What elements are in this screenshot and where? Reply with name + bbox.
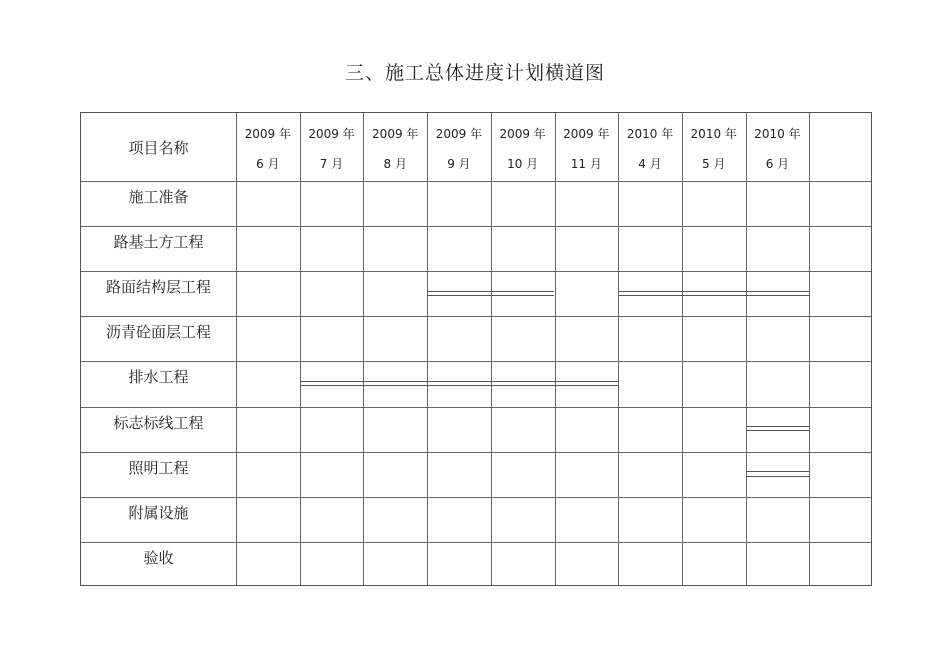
grid-hline [81, 361, 871, 362]
row-label: 附属设施 [128, 503, 189, 522]
grid-vline [809, 113, 810, 585]
grid-hline [81, 407, 871, 408]
grid-vline [682, 113, 683, 585]
schedule-bar [746, 471, 810, 472]
header-year: 2009 年 [244, 127, 292, 141]
schedule-bar [300, 381, 619, 382]
schedule-bar [746, 426, 810, 427]
grid-hline [81, 542, 871, 543]
header-year: 2010 年 [626, 127, 674, 141]
grid-hline [81, 316, 871, 317]
header-month: 8 月 [383, 157, 407, 171]
header-month-col [491, 113, 555, 181]
header-month: 7 月 [319, 157, 344, 171]
grid-vline [300, 113, 301, 585]
header-month-col [809, 113, 873, 181]
grid-hline [81, 181, 871, 182]
schedule-bar [618, 295, 809, 296]
header-project-name: 项目名称 [128, 138, 189, 157]
grid-vline [491, 113, 492, 585]
header-month-col [746, 113, 810, 181]
row-label: 验收 [143, 548, 174, 567]
header-year: 2009 年 [563, 127, 610, 141]
header-month: 11 月 [570, 157, 602, 171]
grid-vline [555, 113, 556, 585]
grid-hline [81, 452, 871, 453]
header-year: 2009 年 [435, 127, 483, 141]
row-label: 施工准备 [128, 188, 189, 206]
header-month: 9 月 [447, 157, 471, 171]
header-month: 5 月 [702, 157, 726, 171]
grid-vline [618, 113, 619, 585]
header-month-col [236, 113, 300, 181]
header-year: 2009 年 [308, 127, 355, 141]
header-year: 2009 年 [499, 127, 546, 141]
row-label: 照明工程 [128, 458, 189, 477]
schedule-bar [427, 291, 554, 292]
grid-vline [427, 113, 428, 585]
header-month-col [555, 113, 619, 181]
grid-hline [81, 271, 871, 272]
header-month: 10 月 [507, 157, 539, 171]
grid-vline [746, 113, 747, 585]
grid-hline [81, 497, 871, 498]
schedule-table [80, 112, 872, 586]
header-year: 2010 年 [754, 127, 801, 141]
grid-vline [236, 113, 237, 585]
header-month: 6 月 [256, 157, 280, 171]
schedule-bar [300, 385, 619, 386]
grid-hline [81, 226, 871, 227]
schedule-bar [618, 291, 809, 292]
header-month-col [682, 113, 746, 181]
row-label: 标志标线工程 [113, 413, 204, 432]
schedule-bar [746, 430, 810, 431]
row-label: 路面结构层工程 [105, 278, 211, 297]
header-month-col [618, 113, 682, 181]
header-year: 2009 年 [372, 127, 419, 141]
header-month: 4 月 [638, 157, 662, 171]
header-month-col [427, 113, 491, 181]
row-label: 沥青砼面层工程 [105, 323, 211, 342]
schedule-bar [746, 476, 810, 477]
row-label: 排水工程 [128, 368, 189, 387]
row-label: 路基土方工程 [113, 233, 204, 252]
header-month: 6 月 [765, 157, 790, 171]
header-year: 2010 年 [690, 127, 737, 141]
grid-vline [363, 113, 364, 585]
header-month-col [300, 113, 364, 181]
header-month-col [363, 113, 427, 181]
page-title: 三、施工总体进度计划横道图 [344, 62, 605, 84]
schedule-bar [427, 295, 554, 296]
